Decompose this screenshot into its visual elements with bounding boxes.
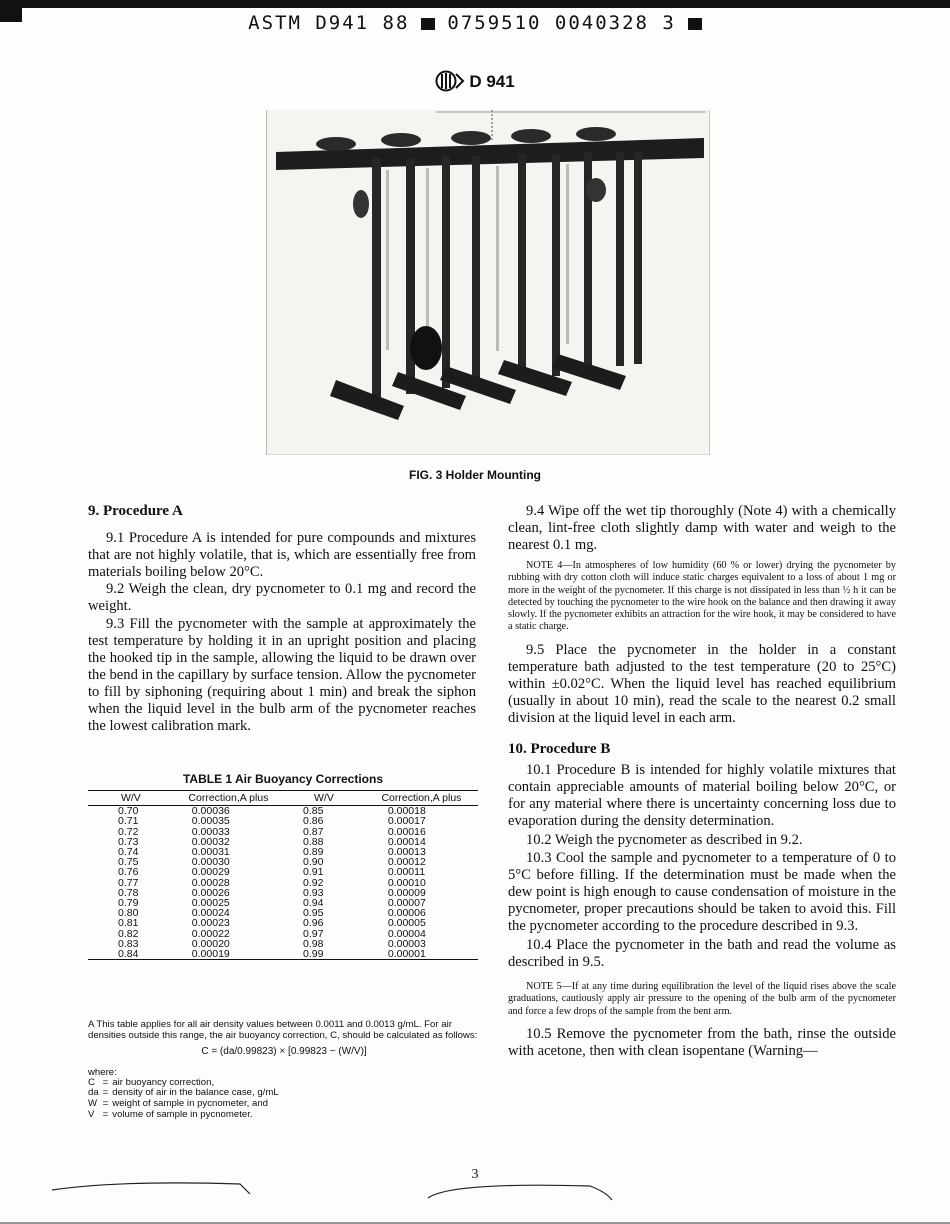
table-cell: 0.82 [118,927,139,940]
paragraph-10-3: 10.3 Cool the sample and pycnometer to a temperature of 0 to 5°C before filling. If the determination must be made when the dew point is high enough to cause condensation of moisture in the pycnometer, proper precautions should be taken to avoid this. Fill the pycnometer according to the procedure described in 9.3. [508,849,896,934]
table-cell: 0.00032 [191,835,230,848]
right-column [508,503,896,1060]
equals: = [102,1098,109,1109]
table-cell: 0.80 [118,907,139,920]
table-cell: 0.00016 [387,825,426,838]
table-cell: 0.92 [302,876,324,889]
table-row [88,949,478,960]
definition: air buoyancy correction, [112,1076,215,1088]
paragraph-10-4: 10.4 Place the pycnometer in the bath and read the volume as described in 9.5. [508,937,896,971]
table-cell: 0.91 [302,866,324,879]
symbol: C [88,1076,95,1088]
table-cell: 0.00018 [387,805,426,818]
table-cell: 0.98 [302,937,324,950]
table-cell: 0.00030 [191,856,230,869]
table-cell: 0.88 [302,835,324,848]
table-cell: 0.00025 [191,897,230,910]
where-label: where: [88,1066,117,1078]
table-cell: 0.00012 [387,856,426,869]
standard-designation [0,70,950,92]
table-cell: 0.74 [118,846,139,859]
symbol: W [88,1098,98,1109]
header-code-part-1: ASTM D941 88 [248,12,410,34]
paragraph-9-5: 9.5 Place the pycnometer in the holder in a constant temperature bath adjusted to the test temperature (20 to 25°C) within ±0.02°C. When the liquid level has reached equilibrium (usually in about 10 min), read the scale to the nearest 0.2 small division at the liquid level in each arm. [508,641,896,726]
table-cell: 0.00028 [191,876,230,889]
definition-row [88,1110,283,1121]
table-cell: 0.93 [302,886,324,899]
header-wv: W/V [283,791,365,806]
symbol: da [88,1087,99,1099]
buoyancy-formula: C = (da/0.99823) × [0.99823 − (W/V)] [201,1046,367,1058]
table-cell: 0.75 [118,856,139,869]
paragraph-9-1: 9.1 Procedure A is intended for pure compounds and mixtures that are not highly volatile, that is, which are essentially free from materials boiling below 20°C. [88,530,476,581]
table-cell: 0.89 [302,846,324,859]
table-cell: 0.83 [118,937,139,950]
table-notes [88,1019,480,1120]
table-header-row [88,791,478,806]
definition: weight of sample in pycnometer, and [112,1098,269,1109]
table-cell: 0.00006 [387,907,426,920]
paragraph-10-5: 10.5 Remove the pycnometer from the bath, rinse the outside with acetone, then with clean isopentane (Warning— [508,1025,896,1059]
equals: = [102,1108,109,1120]
table-1-title: TABLE 1 Air Buoyancy Corrections [182,772,384,786]
scan-top-border [0,0,950,8]
table-cell: 0.00010 [387,876,426,889]
table-cell: 0.00014 [387,835,426,848]
table-cell: 0.00022 [191,927,230,940]
paragraph-9-4: 9.4 Wipe off the wet tip thoroughly (Note 4) with a chemically clean, lint-free cloth slightly damp with water and weigh to the nearest 0.1 mg. [508,503,896,554]
table-cell: 0.90 [302,856,324,869]
paragraph-9-3: 9.3 Fill the pycnometer with the sample at approximately the test temperature by holding it in an upright position and placing the hooked tip in the sample, allowing the liquid to be drawn over the bend in the capillary by surface tension. Allow the pycnometer to fill by siphoning (requiring about 1 min) and break the siphon when the liquid level in the bulb arm of the pycnometer reaches the lowest calibration mark. [88,615,476,735]
header-correction: Correction,A plus [365,791,478,806]
table-cell: 0.95 [302,907,324,920]
table-cell: 0.70 [118,805,139,818]
table-cell: 0.78 [118,886,139,899]
table-cell: 0.87 [302,825,324,838]
definition: density of air in the balance case, g/mL [112,1087,279,1099]
table-cell: 0.76 [118,866,139,879]
table-cell: 0.00026 [191,886,230,899]
holder-mounting-photo [266,110,710,455]
table-cell: 0.94 [302,897,324,910]
table-cell: 0.97 [302,927,324,940]
table-cell: 0.00009 [387,886,426,899]
table-cell: 0.96 [302,917,324,930]
header-correction: Correction,A plus [174,791,283,806]
block-mark [421,18,435,30]
equals: = [102,1087,109,1099]
table-cell: 0.00020 [191,937,230,950]
document-code-header [0,12,950,34]
table-cell: 0.00029 [191,866,230,879]
table-footnote: A This table applies for all air density values between 0.0011 and 0.0013 g/mL. For air densities outside this range, the air buoyancy correction, C, should be calculated as follows: [88,1019,478,1042]
note-5: NOTE 5—If at any time during equilibration the level of the liquid rises above the scale graduations, cautiously apply air pressure to the opening of the bulb arm of the pycnometer and force a few drops of the sample from the bent arm. [508,981,896,1017]
scan-footer-marks [0,1176,950,1224]
table-cell: 0.77 [118,876,139,889]
left-column [88,503,476,735]
definition: volume of sample in pycnometer. [112,1108,253,1120]
table-cell: 0.00036 [191,805,230,818]
table-cell: 0.84 [88,949,174,960]
table-cell: 0.00004 [387,927,426,940]
page-number: 3 [471,1167,479,1182]
table-cell: 0.00019 [174,949,283,960]
air-buoyancy-table [88,790,478,960]
standard-number: D 941 [469,72,515,91]
note-4: NOTE 4—In atmospheres of low humidity (60 % or lower) drying the pycnometer by rubbing with dry cotton cloth will induce static charges equivalent to a loss of about 1 mg or more in the weight of the pycnometer. If this charge is not dissipated in less than ½ h it can be detected by touching the pycnometer to the wire hook on the balance and then drawing it away slowly. If the pycnometer exhibits an attraction for the wire hook, it may be considered to have a static charge. [508,560,896,633]
table-cell: 0.00023 [191,917,230,930]
definition-row [88,1099,283,1110]
table-cell: 0.00007 [387,897,426,910]
astm-logo-icon [435,70,465,92]
table-cell: 0.72 [118,825,139,838]
table-cell: 0.00011 [387,866,426,879]
table-cell: 0.00003 [387,937,426,950]
table-cell: 0.00033 [191,825,230,838]
table-cell: 0.00031 [191,846,230,859]
paragraph-10-1: 10.1 Procedure B is intended for highly volatile mixtures that contain appreciable amounts of material boiling below 20°C, or for any material where there is uncertainty concerning loss due to evaporation during the density determination. [508,762,896,830]
header-code-part-2: 0759510 0040328 3 [447,12,676,34]
table-cell: 0.73 [118,835,139,848]
section-10-heading: 10. Procedure B [508,740,611,757]
figure-caption: FIG. 3 Holder Mounting [409,468,541,482]
equals: = [102,1076,109,1088]
paragraph-10-2: 10.2 Weigh the pycnometer as described in 9.2. [526,832,803,849]
section-9-heading: 9. Procedure A [88,503,183,519]
paragraph-9-2: 9.2 Weigh the clean, dry pycnometer to 0.1 mg and record the weight. [88,581,476,615]
symbol: V [88,1108,95,1120]
table-cell: 0.79 [118,897,139,910]
table-cell: 0.86 [302,815,324,828]
table-cell: 0.00024 [191,907,230,920]
table-cell: 0.71 [118,815,139,828]
block-mark [688,18,702,30]
table-cell: 0.81 [118,917,139,930]
table-cell: 0.00005 [387,917,426,930]
symbol-definitions [88,1078,283,1120]
table-cell: 0.00017 [387,815,426,828]
table-cell: 0.99 [283,949,365,960]
table-cell: 0.85 [302,805,324,818]
table-body [88,806,478,960]
table-cell: 0.00013 [387,846,426,859]
table-cell: 0.00035 [191,815,230,828]
table-cell: 0.00001 [365,949,478,960]
header-wv: W/V [88,791,174,806]
